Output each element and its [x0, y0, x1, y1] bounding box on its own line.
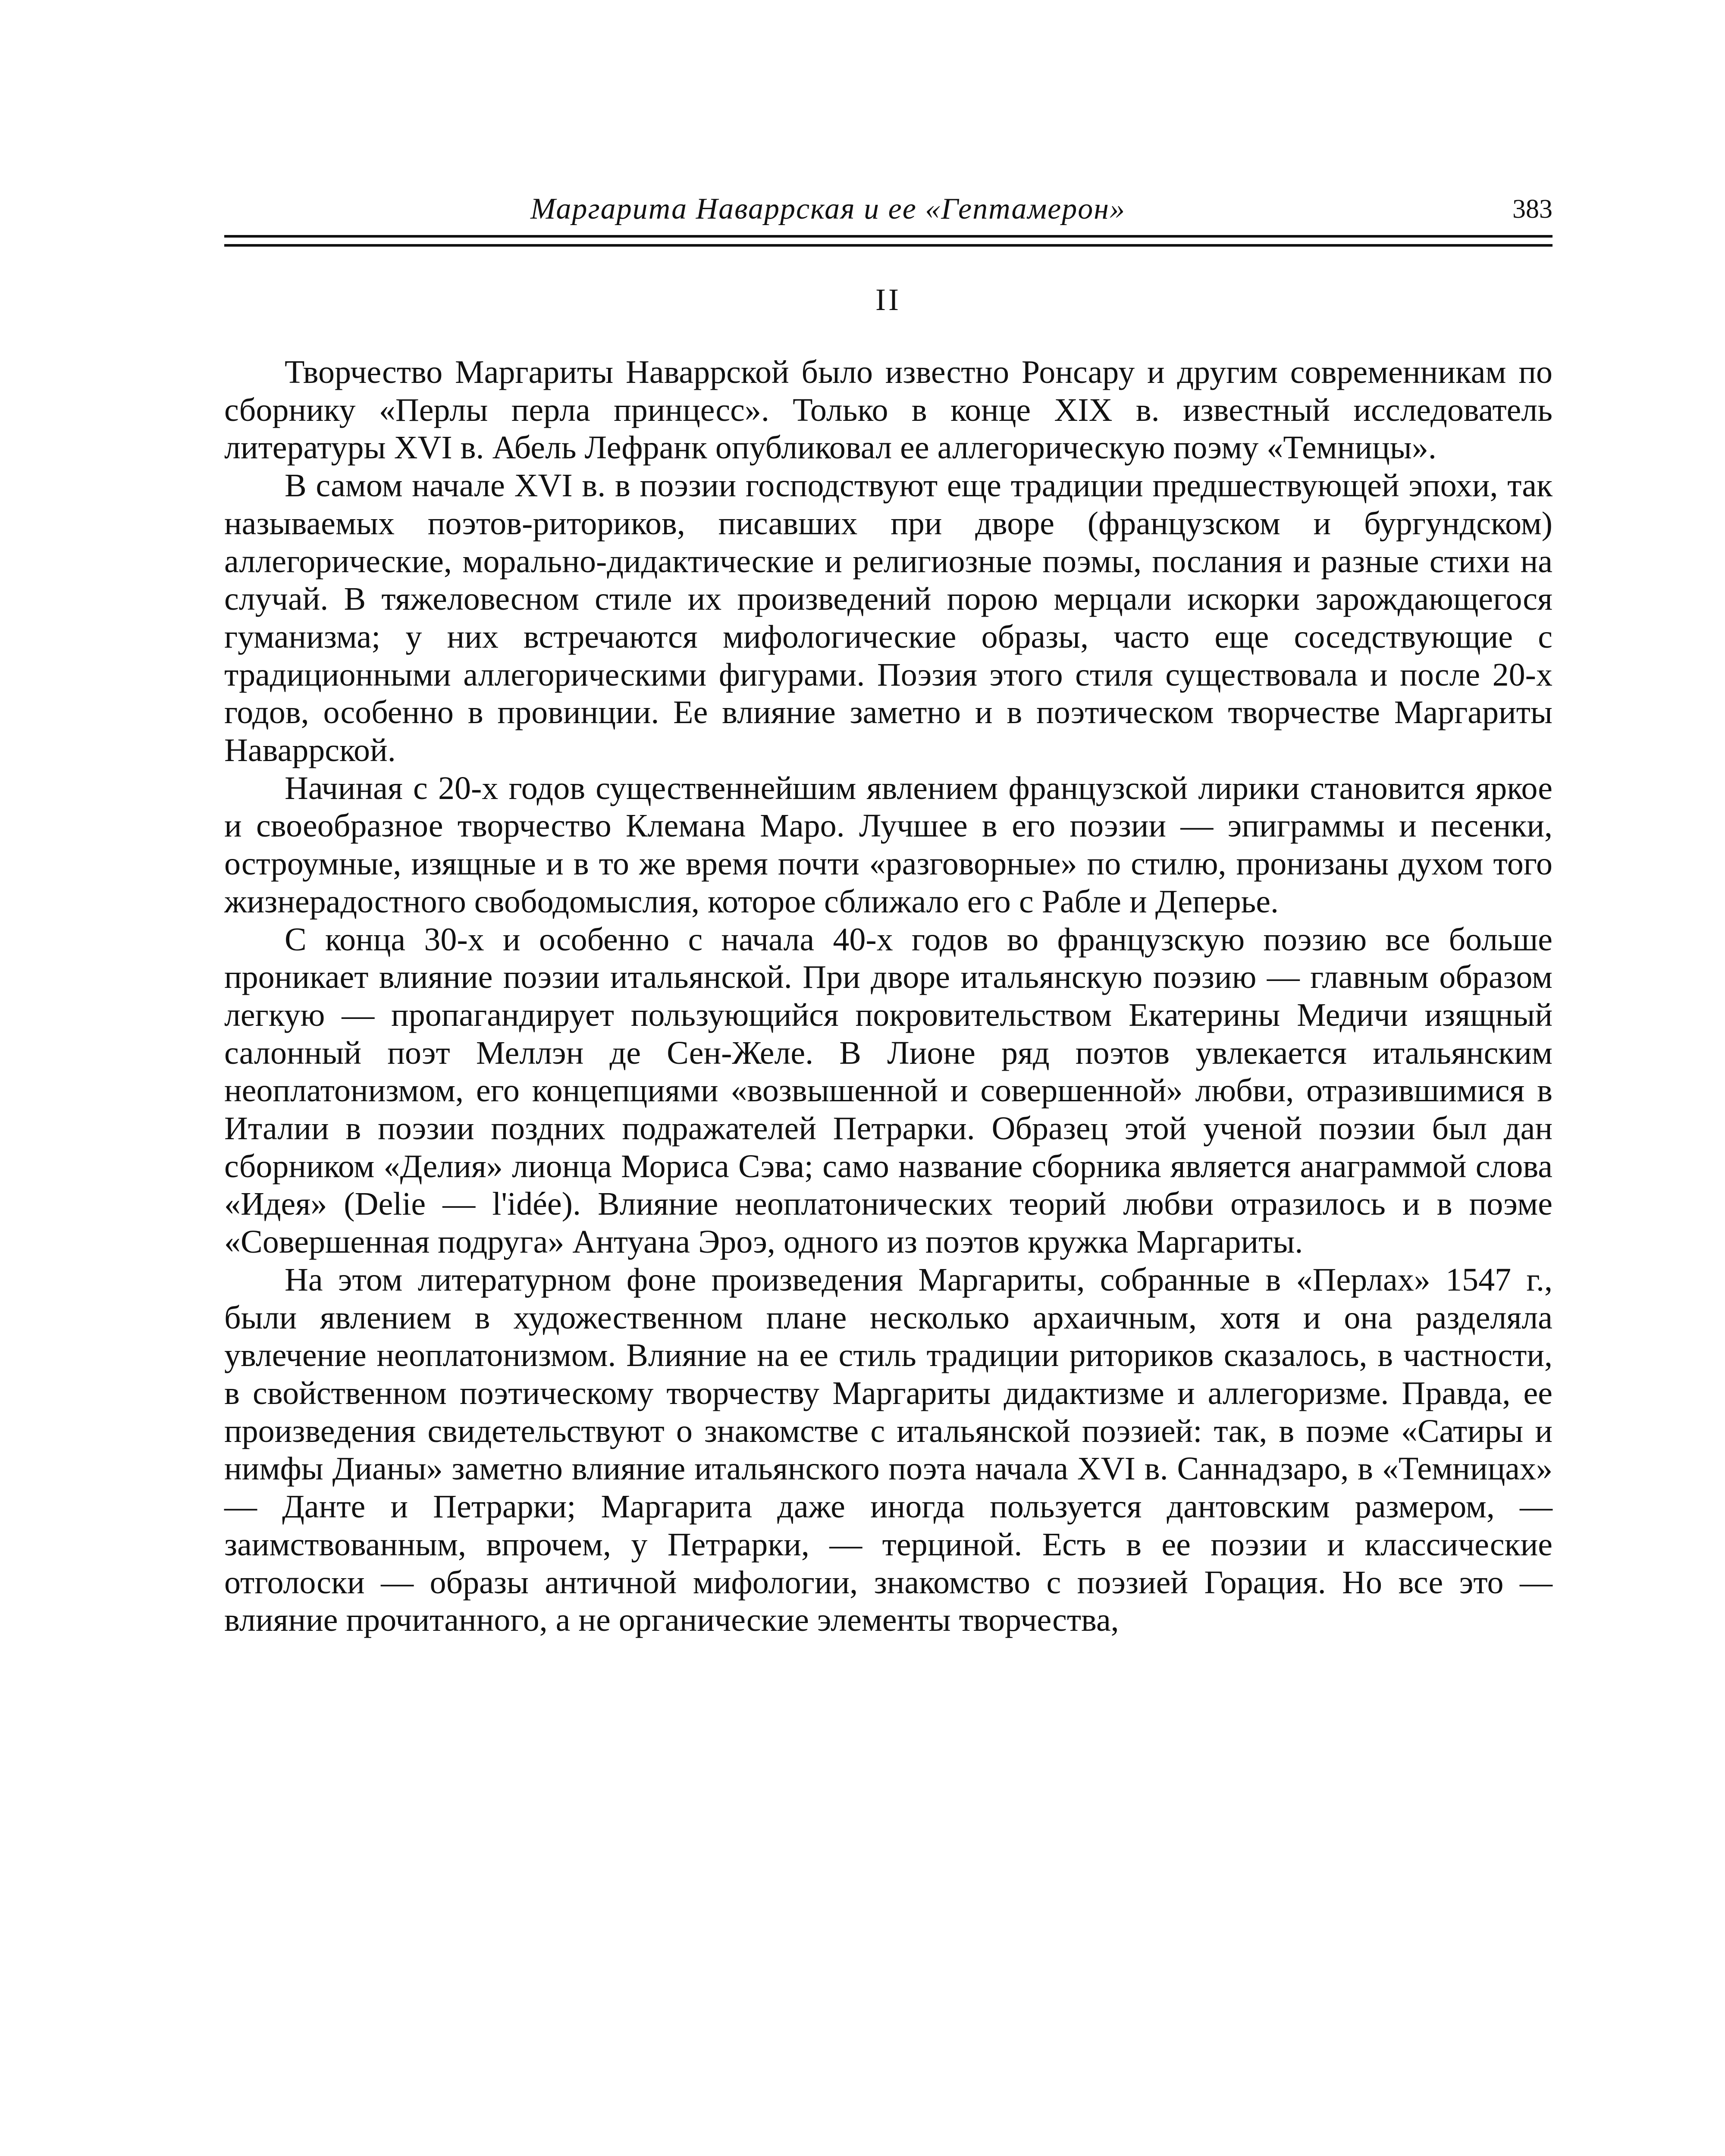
header-rule-top	[224, 235, 1552, 238]
body-text	[224, 354, 1552, 1639]
paragraph: С конца 30-х и особенно с начала 40-х годов во французскую поэзию все больше проникает влияние поэзии итальянской. При дворе итальянскую поэзию — главным образом легкую — пропагандирует пользующийся покровительством Екатерины Медичи изящный салонный поэт Меллэн де Сен-Желе. В Лионе ряд поэтов увлекается итальянским неоплатонизмом, его концепциями «возвышенной и совершенной» любви, отразившимися в Италии в поэзии поздних подражателей Петрарки. Образец этой ученой поэзии был дан сборником «Делия» лионца Мориса Сэва; само название сборника является анаграммой слова «Идея» (Delie — l'idée). Влияние неоплатонических теорий любви отразилось и в поэме «Совершенная подруга» Антуана Эроэ, одного из поэтов кружка Маргариты.	[224, 921, 1552, 1260]
paragraph: Начиная с 20-х годов существеннейшим явлением французской лирики становится яркое и своеобразное творчество Клемана Маро. Лучшее в его поэзии — эпиграммы и песенки, остроумные, изящные и в то же время почти «разговорные» по стилю, пронизаны духом того жизнерадостного свободомыслия, которое сближало его с Рабле и Деперье.	[224, 770, 1552, 920]
paragraph: На этом литературном фоне произведения Маргариты, собранные в «Перлах» 1547 г., были явлением в художественном плане несколько архаичным, хотя и она разделяла увлечение неоплатонизмом. Влияние на ее стиль традиции риториков сказалось, в частности, в свойственном поэтическому творчеству Маргариты дидактизме и аллегоризме. Правда, ее произведения свидетельствуют о знакомстве с итальянской поэзией: так, в поэме «Сатиры и нимфы Дианы» заметно влияние итальянского поэта начала XVI в. Саннадзаро, в «Темницах» — Данте и Петрарки; Маргарита даже иногда пользуется дантовским размером, — заимствованным, впрочем, у Петрарки, — терциной. Есть в ее поэзии и классические отголоски — образы античной мифологии, знакомство с поэзией Горация. Но все это — влияние прочитанного, а не органические элементы творчества,	[224, 1261, 1552, 1639]
running-title: Маргарита Наваррская и ее «Гептамерон»	[530, 192, 1126, 226]
header-rule-bottom	[224, 244, 1552, 247]
running-head	[224, 185, 1552, 233]
page-number: 383	[1512, 194, 1552, 224]
paragraph: Творчество Маргариты Наваррской было известно Ронсару и другим современникам по сборнику «Перлы перла принцесс». Только в конце XIX в. известный исследователь литературы XVI в. Абель Лефранк опубликовал ее аллегорическую поэму «Темницы».	[224, 354, 1552, 466]
paragraph: В самом начале XVI в. в поэзии господствуют еще традиции предшествующей эпохи, так называемых поэтов-риториков, писавших при дворе (французском и бургундском) аллегорические, морально-дидактические и религиозные поэмы, послания и разные стихи на случай. В тяжеловесном стиле их произведений порою мерцали искорки зарождающегося гуманизма; у них встречаются мифологические образы, часто еще соседствующие с традиционными аллегорическими фигурами. Поэзия этого стиля существовала и после 20-х годов, особенно в провинции. Ее влияние заметно и в поэтическом творчестве Маргариты Наваррской.	[224, 467, 1552, 769]
section-number: II	[875, 282, 901, 317]
